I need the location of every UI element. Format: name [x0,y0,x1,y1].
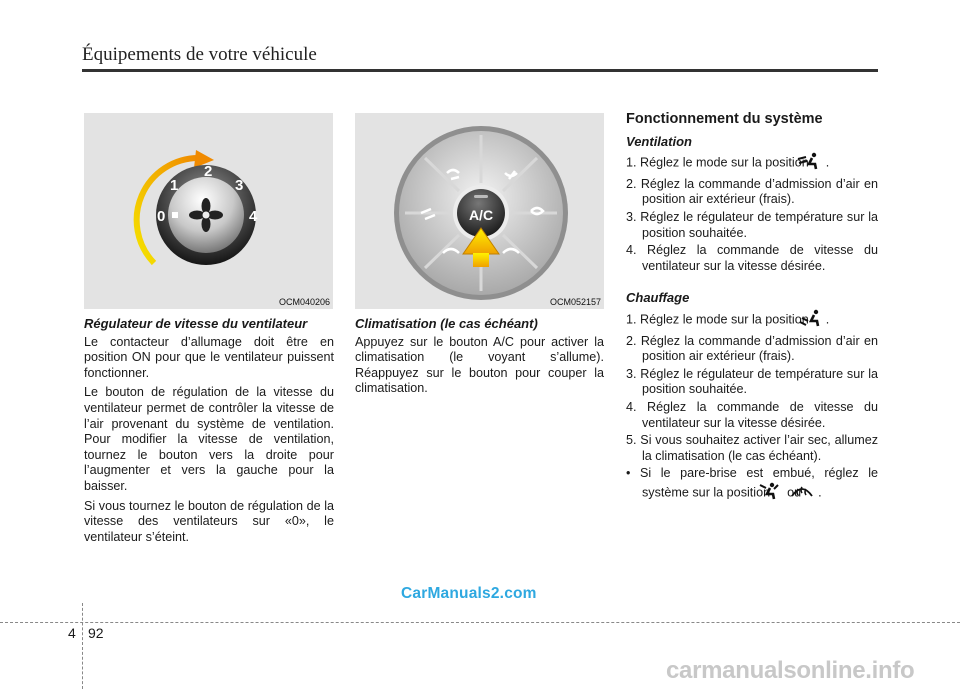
list-item [626,309,878,332]
paragraph: Appuyez sur le bouton A/C pour activer la climatisation (le voyant s’allume). Réappuyez sur le bouton pour couper la climatisation. [355,334,604,396]
air-conditioning-section [355,316,604,401]
dial-number: 1 [170,177,179,194]
fan-knob-illustration [84,113,333,309]
defrost-mode-icon [805,482,815,505]
ventilation-heading: Ventilation [626,133,692,149]
dial-number: 3 [235,177,244,194]
figure-code: OCM052157 [549,297,601,307]
bullet-item [626,466,878,504]
paragraph: Si vous tournez le bouton de régulation de la vitesse des ventilateurs sur «0», le ventilateur s’éteint. [84,498,334,544]
list-item: 4. Réglez la commande de vitesse du ventilateur sur la vitesse désirée. [626,399,878,430]
system-operation-section [626,112,878,506]
bullet-text: • Si le pare-brise est embué, réglez le système sur la position [626,466,878,500]
press-arrow-stem [473,253,489,267]
list-item [626,152,878,175]
ac-indicator-light [474,195,488,198]
figure-code: OCM040206 [278,297,330,307]
dial-number: 0 [157,208,166,225]
fan-speed-knob-figure [84,113,333,309]
floor-defrost-mode-icon [774,482,784,505]
section-heading: Climatisation (le cas échéant) [355,316,538,331]
chapter-number: 4 [68,625,76,641]
list-item: 2. Réglez la commande d’admission d’air en position air extérieur (frais). [626,176,878,207]
step-text-end: . [825,312,830,327]
list-item: 5. Si vous souhaitez activer l’air sec, allumez la climatisation (le cas échéant). [626,433,878,463]
ac-panel-illustration [355,113,604,309]
dial-number: 2 [204,163,213,180]
list-item: 3. Réglez le régulateur de température sur la position souhaitée. [626,366,878,397]
footer-vertical-rule [82,603,83,689]
ac-panel-figure [355,113,604,309]
floor-mode-icon [812,309,822,332]
knob-pointer [172,212,178,218]
list-item: 4. Réglez la commande de vitesse du ventilateur sur la vitesse désirée. [626,243,878,273]
bullet-text-end: . [818,485,822,500]
face-vent-mode-icon [812,152,822,175]
heating-heading: Chauffage [626,290,690,306]
section-heading: Régulateur de vitesse du ventilateur [84,316,308,331]
bullet-text: ou [787,485,802,500]
fan-speed-section [84,316,334,549]
ac-button-label: A/C [468,207,494,223]
footer-rule [0,622,960,623]
dial-number: 4 [249,208,258,225]
step-text: 1. Réglez le mode sur la position [626,312,809,327]
page-number: 92 [88,625,104,641]
header-rule [82,69,878,72]
paragraph: Le contacteur d’allumage doit être en position ON pour que le ventilateur puissent fonctionner. [84,334,334,380]
watermark-link[interactable]: CarManuals2.com [401,585,537,602]
list-item: 2. Réglez la commande d’admission d’air en position air extérieur (frais). [626,333,878,364]
paragraph: Le bouton de régulation de la vitesse du ventilateur permet de contrôler la vitesse de l’air provenant du système de ventilation. Pour modifier la vitesse de ventilation, tournez le bouton vers la droite pour l’augmenter et vers la gauche pour la baisser. [84,385,334,493]
section-title: Fonctionnement du système [626,111,823,127]
watermark-site: carmanualsonline.info [666,657,915,684]
step-text-end: . [825,155,830,170]
page-header-title: Équipements de votre véhicule [82,44,317,65]
step-text: 1. Réglez le mode sur la position [626,155,809,170]
list-item: 3. Réglez le régulateur de température sur la position souhaitée. [626,209,878,240]
